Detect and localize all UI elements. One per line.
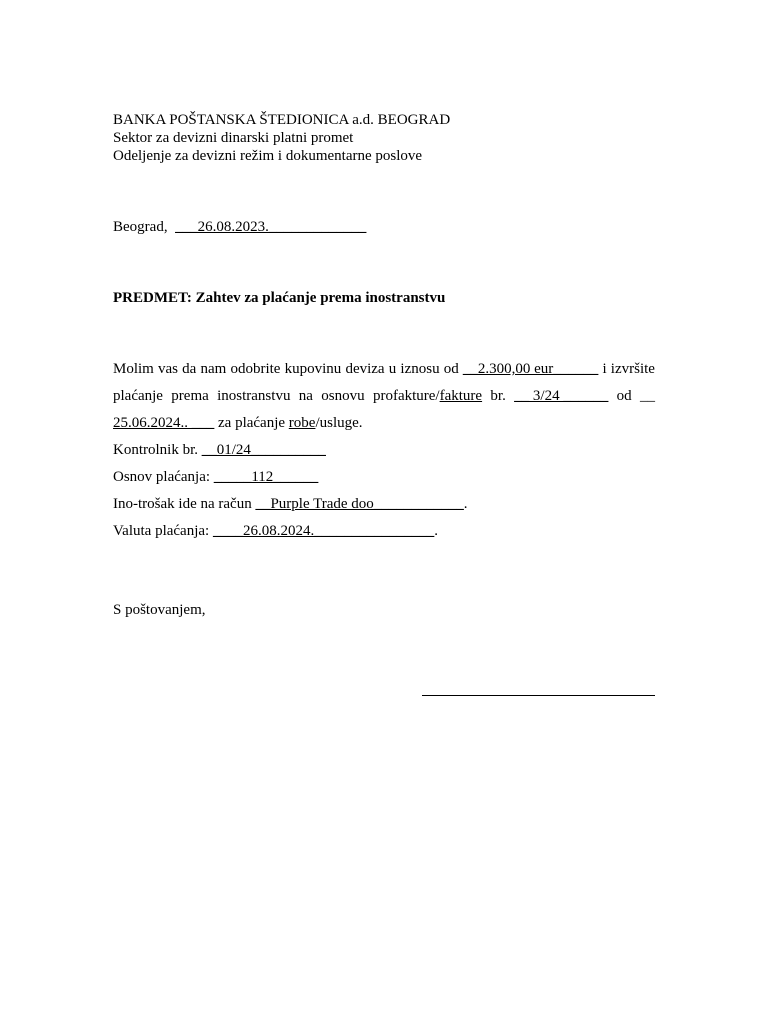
word: i xyxy=(602,361,607,377)
currency-field: ____26.08.2024.________________ xyxy=(212,523,435,539)
blank: __ xyxy=(639,388,655,404)
word: deviza xyxy=(345,361,385,377)
period: . xyxy=(434,523,438,539)
basis-field: _____112______ xyxy=(213,469,319,485)
amount-field: __2.300,00 eur______ xyxy=(462,361,599,377)
word: vas xyxy=(158,361,178,377)
word: osnovu xyxy=(321,388,365,404)
cost-label: Ino-trošak ide na račun xyxy=(113,496,256,512)
word: od xyxy=(443,361,459,377)
goods-option: robe xyxy=(288,415,316,431)
text: /usluge. xyxy=(315,415,363,431)
invoice-date-field: 25.06.2024.. ___ xyxy=(113,415,215,431)
closing: S poštovanjem, xyxy=(113,602,206,618)
bank-name: BANKA POŠTANSKA ŠTEDIONICA a.d. BEOGRAD xyxy=(113,112,451,128)
currency-date-line xyxy=(113,518,655,545)
control-number-line xyxy=(113,437,655,464)
letter-header xyxy=(113,111,655,165)
word: u xyxy=(388,361,397,377)
request-paragraph xyxy=(113,356,655,545)
subject-label: PREDMET xyxy=(113,290,187,306)
place-label: Beograd, xyxy=(113,219,168,235)
word: iznosu xyxy=(400,361,440,377)
word: plaćanje xyxy=(113,388,163,404)
cost-field: __Purple Trade doo____________ xyxy=(255,496,464,512)
word: prema xyxy=(171,388,209,404)
basis-label: Osnov plaćanja: xyxy=(113,469,214,485)
control-label: Kontrolnik br. xyxy=(113,442,202,458)
control-field: __01/24__________ xyxy=(201,442,326,458)
word: odobrite xyxy=(230,361,281,377)
word xyxy=(373,383,482,410)
word: izvršite xyxy=(610,361,655,377)
signature-line xyxy=(422,695,655,696)
cost-line xyxy=(113,491,655,518)
currency-label: Valuta plaćanja: xyxy=(113,523,213,539)
word-part: profakture/ xyxy=(372,388,440,404)
word: od xyxy=(616,388,632,404)
payment-basis-line xyxy=(113,464,655,491)
invoice-type: fakture xyxy=(439,388,483,404)
invoice-number-field: __ 3/24 ______ xyxy=(514,388,609,404)
subject-line xyxy=(113,289,655,307)
paragraph-line-3 xyxy=(113,410,655,437)
word: Molim xyxy=(113,361,154,377)
text: za plaćanje xyxy=(214,415,289,431)
word: da xyxy=(182,361,197,377)
paragraph-line-2 xyxy=(113,383,655,410)
date-field: ___26.08.2023._____________ xyxy=(175,219,367,235)
sector-name: Sektor za devizni dinarski platni promet xyxy=(113,130,354,146)
department-name: Odeljenje za devizni režim i dokumentarne poslove xyxy=(113,148,423,164)
subject-text: : Zahtev za plaćanje prema inostranstvu xyxy=(186,290,446,306)
period: . xyxy=(463,496,468,512)
word: nam xyxy=(200,361,227,377)
word: na xyxy=(298,388,313,404)
word: inostranstvu xyxy=(217,388,291,404)
place-date xyxy=(113,218,655,236)
paragraph-line-1 xyxy=(113,356,655,383)
word: br. xyxy=(490,388,506,404)
word: kupovinu xyxy=(284,361,342,377)
